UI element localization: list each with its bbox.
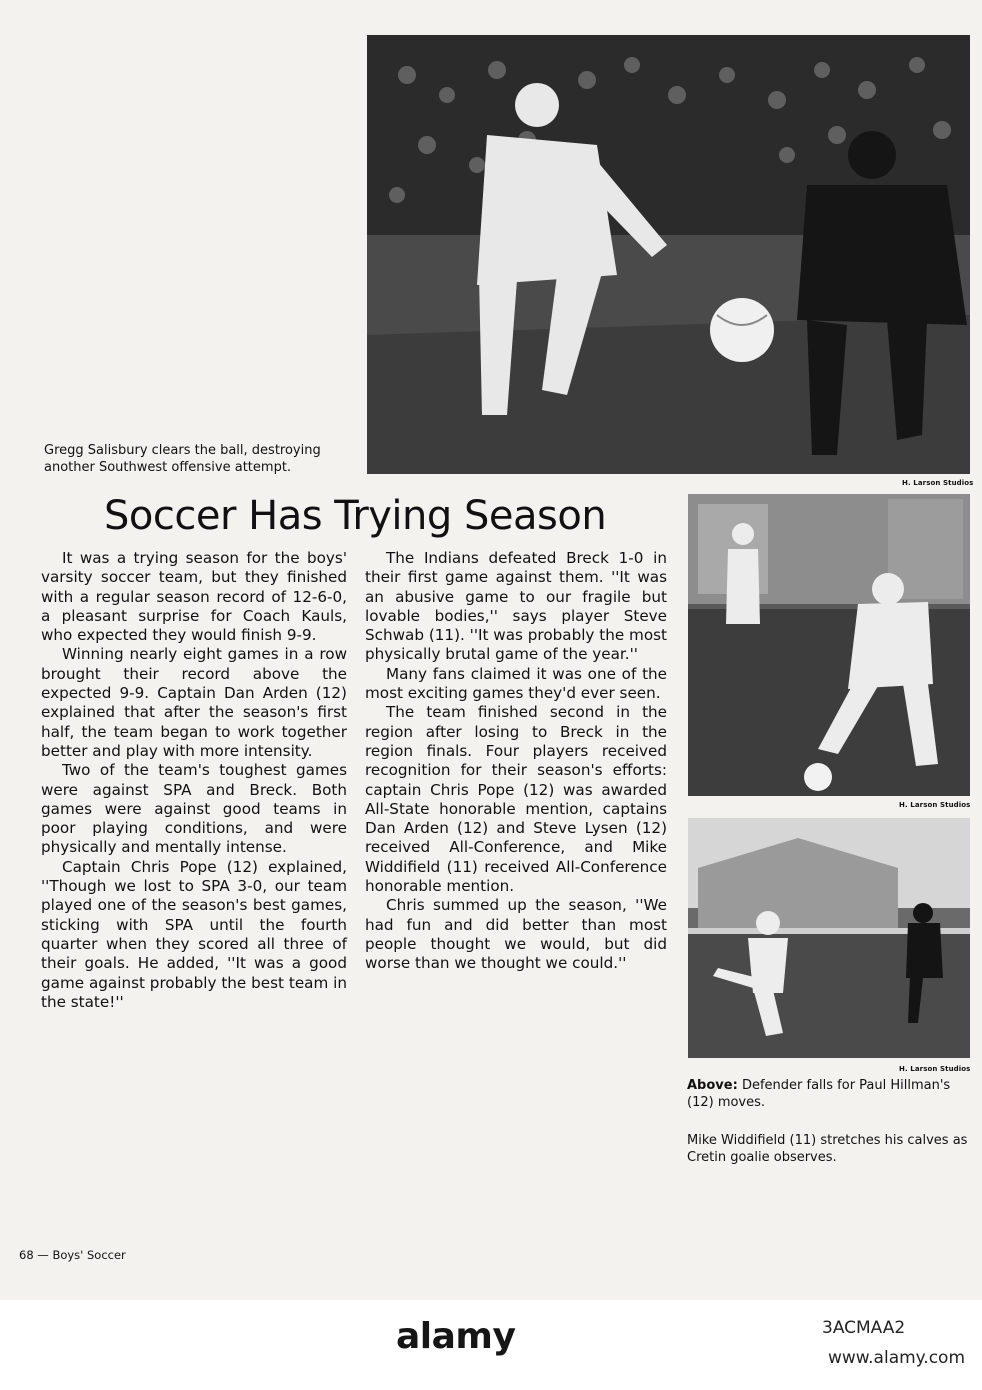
photo-caption-second: Mike Widdifield (11) stretches his calves as Cretin goalie observes. — [687, 1133, 968, 1165]
page-folio: 68 — Boys' Soccer — [19, 1248, 126, 1262]
photo-main — [367, 35, 970, 474]
article-paragraph: The team finished second in the region after losing to Breck in the region finals. Four players received recognition for their season's efforts: captain Chris Pope (12) was awarded All-State honorable mention, captains Dan Arden (12) and Steve Lysen (12) received All-Conference, and Mike Widdifield (11) received All-Conference honorable mention. — [365, 703, 667, 896]
watermark-url: www.alamy.com — [828, 1348, 966, 1368]
article-paragraph: It was a trying season for the boys' varsity soccer team, but they finished with a regular season record of 12-6-0, a pleasant surprise for Coach Kauls, who expected they would finish 9-9. — [41, 549, 347, 645]
article-column-right — [365, 549, 667, 974]
soccer-action-image — [367, 35, 970, 474]
photo-caption-above — [687, 1078, 972, 1111]
photo-top-right — [688, 494, 970, 796]
watermark-image-id: 3ACMAA2 — [822, 1318, 906, 1338]
caption-above-label: Above: — [687, 1078, 738, 1093]
article-paragraph: Captain Chris Pope (12) explained, ''Though we lost to SPA 3-0, our team played one of the season's best games, sticking with SPA until the fourth quarter when they scored all three of their goals. He added, ''It was a good game against probably the best team in the state!'' — [41, 857, 347, 1011]
photo-main-caption: Gregg Salisbury clears the ball, destroying another Southwest offensive attempt. — [44, 443, 321, 475]
article-paragraph: The Indians defeated Breck 1-0 in their first game against them. ''It was an abusive game to our fragile but lovable bodies,'' says player Steve Schwab (11). ''It was probably the most physically brutal game of the year.'' — [365, 549, 667, 664]
article-paragraph: Two of the team's toughest games were against SPA and Breck. Both games were against good teams in poor playing conditions, and were physically and mentally intense. — [41, 761, 347, 857]
article-paragraph: Many fans claimed it was one of the most exciting games they'd ever seen. — [365, 664, 667, 703]
caption-above-text: Defender falls for Paul Hillman's (12) moves. — [687, 1078, 951, 1110]
photo-top-right-credit: H. Larson Studios — [899, 801, 971, 809]
soccer-goalie-image — [688, 818, 970, 1058]
soccer-dribble-image — [688, 494, 970, 796]
page-title: Soccer Has Trying Season — [104, 493, 607, 539]
article-paragraph: Chris summed up the season, ''We had fun and did better than most people thought we would, but did worse than we thought we could.'' — [365, 896, 667, 973]
article-paragraph: Winning nearly eight games in a row brought their record above the expected 9-9. Captain Dan Arden (12) explained that after the season's first half, the team began to work together better and play with more intensity. — [41, 645, 347, 760]
photo-bottom-right-credit: H. Larson Studios — [899, 1065, 971, 1073]
photo-bottom-right — [688, 818, 970, 1058]
photo-main-credit: H. Larson Studios — [902, 479, 974, 487]
watermark-logo: alamy — [396, 1316, 516, 1357]
article-column-left — [41, 549, 347, 1012]
